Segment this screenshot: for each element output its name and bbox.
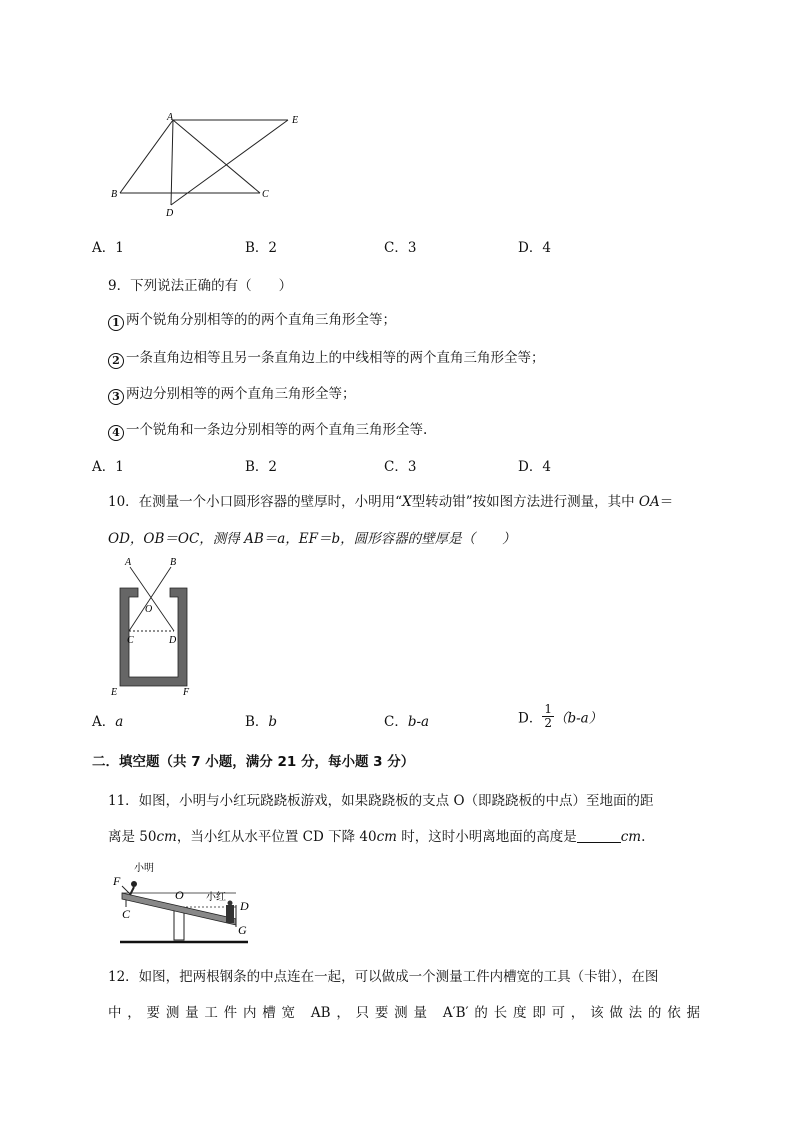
q8-label-a: A [167,112,174,123]
q9-stem: 9．下列说法正确的有（ ） [108,278,293,294]
q11-unit-1: cm [156,829,177,845]
q11-line-2 [108,825,645,845]
q11-label-d: D [240,899,249,913]
q11-label-f: F [113,874,121,888]
q10-option-d-tail: （b-a） [553,710,603,727]
q10-label-d: D [169,635,177,646]
q10-label-a: A [125,557,132,568]
q9-item-2-text: 一条直角边相等且另一条直角边上的中线相等的两个直角三角形全等； [126,350,545,366]
q10-label-f: F [183,687,190,698]
q12-line-2: 中，要测量工件内槽宽 AB，只要测量 A′B′的长度即可，该做法的依据 [108,1005,700,1021]
q10-option-c [384,710,429,730]
q10-line-1-eq: ＝ [659,494,674,510]
q9-option-d: D．4 [518,459,551,475]
q11-line-2-part-b: ，当小红从水平位置 CD 下降 40 [176,829,377,845]
q10-label-o: O [145,604,153,615]
q11-line-2-part-a: 离是 50 [108,829,157,845]
q10-line-1-oa: OA [638,494,660,510]
q9-item-4-number: 4 [108,425,124,441]
q10-option-a [92,710,123,730]
q9-option-a: A．1 [92,459,124,475]
q11-line-2-part-c: 时，这时小明离地面的高度是 [396,829,577,845]
q11-label-c: C [122,907,131,921]
q9-item-3-number: 3 [108,389,124,405]
q11-unit-3: cm [620,829,642,845]
q10-line-2: OD，OB＝OC，测得 AB＝a，EF＝b，圆形容器的壁厚是（ ） [108,531,516,547]
q10-label-b: B [170,557,177,568]
q9-item-1-text: 两个锐角分别相等的的两个直角三角形全等； [126,312,396,328]
q11-answer-blank [577,830,621,843]
q10-option-b-label: B． [245,714,269,730]
q11-label-xiaohong: 小红 [206,892,226,903]
q11-line-2-end: . [641,829,646,845]
q11-line-1: 11．如图，小明与小红玩跷跷板游戏，如果跷跷板的支点 O（即跷跷板的中点）至地面的距 [108,793,654,809]
q9-item-4-text: 一个锐角和一条边分别相等的两个直角三角形全等. [126,422,428,438]
q9-item-4 [108,418,427,441]
q9-item-1-number: 1 [108,315,124,331]
q10-option-a-value: a [115,714,124,730]
q8-label-d: D [166,208,174,219]
q8-label-e: E [292,115,299,126]
q8-label-c: C [262,189,269,200]
q10-option-c-label: C． [384,714,408,730]
q10-option-b-value: b [268,714,278,730]
q9-option-b: B．2 [245,459,278,475]
q8-label-b: B [111,189,118,200]
q9-item-2 [108,346,545,369]
q10-line-1-x: X [402,494,412,510]
q10-line-1 [108,490,673,510]
q11-label-o: O [175,888,184,902]
q10-label-e: E [111,687,118,698]
q11-figure [108,857,258,949]
q10-option-d-fraction [542,703,554,730]
q10-option-d-numerator: 1 [544,702,552,716]
q10-option-d-label: D． [518,710,543,727]
q11-label-g: G [238,923,247,937]
q10-option-d-denominator: 2 [544,716,552,730]
q8-option-c: C．3 [384,240,417,256]
q8-figure [108,108,313,220]
q9-item-3 [108,382,356,405]
q10-option-d [518,703,602,730]
q9-item-1 [108,308,396,331]
q9-option-c: C．3 [384,459,417,475]
q10-line-1-part-b: 型转动钳”按如图方法进行测量，其中 [411,494,639,510]
q8-option-d: D．4 [518,240,551,256]
q9-item-3-text: 两边分别相等的两个直角三角形全等； [126,386,356,402]
q10-figure [108,553,208,698]
q10-label-c: C [127,635,134,646]
q10-option-a-label: A． [92,714,116,730]
q10-line-1-part-a: 10．在测量一个小口圆形容器的壁厚时，小明用“ [108,494,403,510]
q9-item-2-number: 2 [108,353,124,369]
q8-option-b: B．2 [245,240,278,256]
q11-unit-2: cm [376,829,397,845]
q10-option-c-value: b-a [407,714,430,730]
q12-line-1: 12．如图，把两根钢条的中点连在一起，可以做成一个测量工件内槽宽的工具（卡钳），在图 [108,969,659,985]
q8-option-a: A．1 [92,240,124,256]
section-2-title: 二．填空题（共 7 小题，满分 21 分，每小题 3 分） [92,754,415,770]
q11-label-xiaoming: 小明 [134,863,154,874]
q10-option-b [245,710,277,730]
